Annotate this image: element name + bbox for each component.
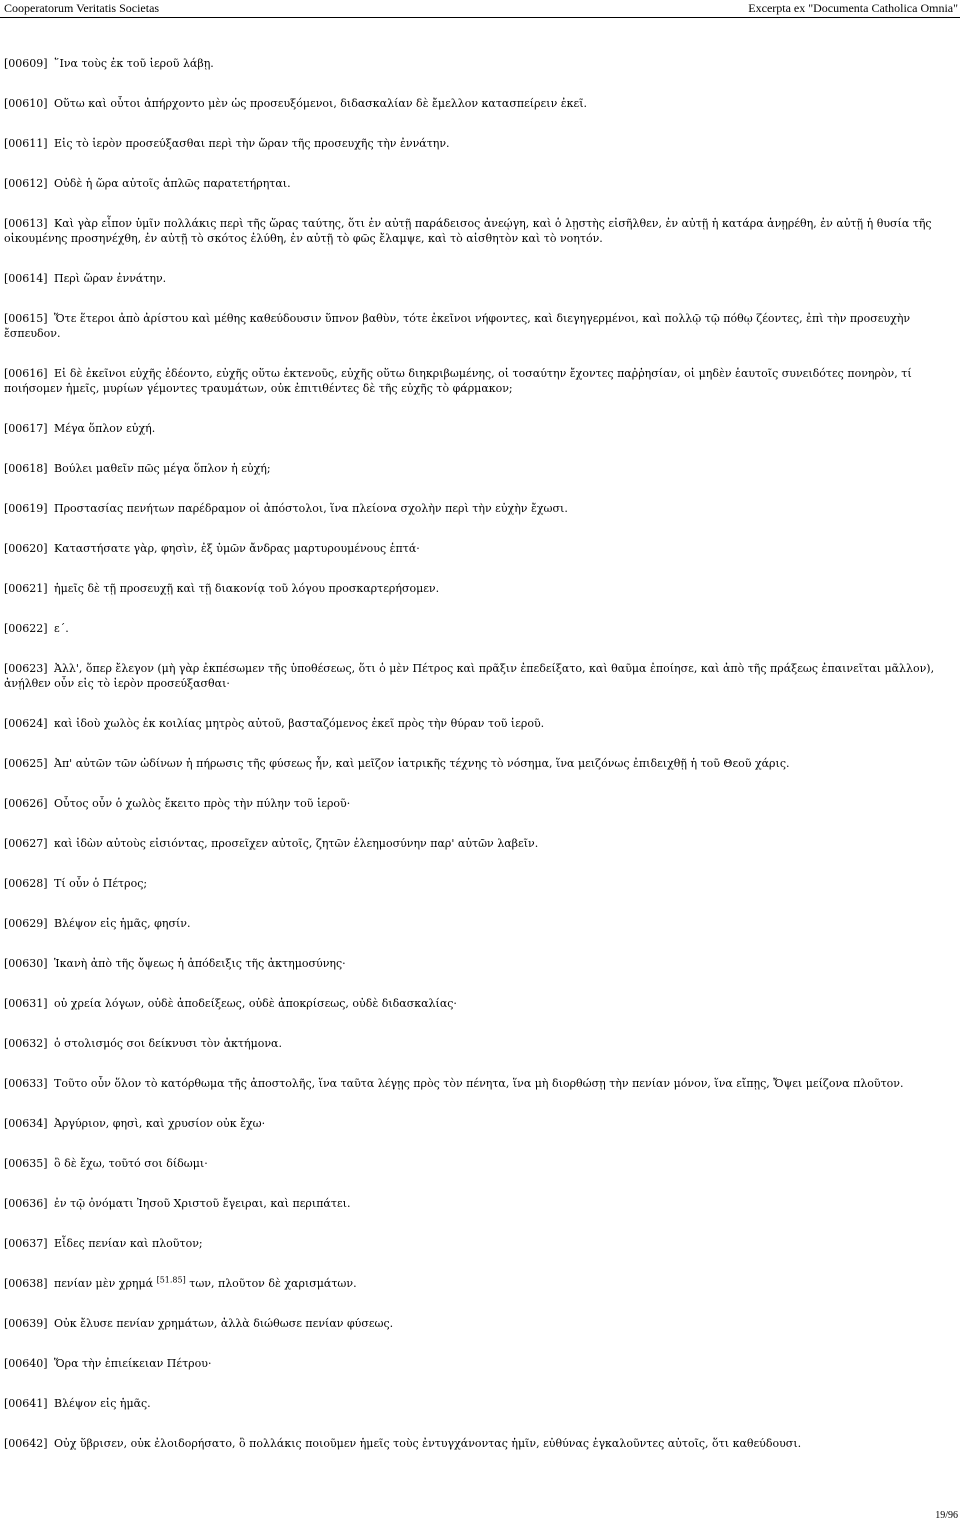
paragraph-number: [00634]	[4, 1117, 48, 1130]
paragraph-text: Ὅρα τὴν ἐπιείκειαν Πέτρου·	[54, 1357, 212, 1370]
paragraph-number: [00617]	[4, 422, 48, 435]
paragraph-text: Καταστήσατε γὰρ, φησὶν, ἐξ ὑμῶν ἄνδρας μαρτυρουμένους ἑπτά·	[54, 542, 420, 555]
paragraph-number: [00611]	[4, 137, 48, 150]
paragraph	[0, 716, 960, 731]
paragraph-number: [00622]	[4, 622, 48, 635]
paragraph-number: [00625]	[4, 757, 48, 770]
paragraph	[0, 796, 960, 811]
paragraph-text: Οὕτω καὶ οὗτοι ἀπήρχοντο μὲν ὡς προσευξόμενοι, διδασκαλίαν δὲ ἔμελλον κατασπείρειν ἐκεῖ.	[54, 97, 588, 110]
paragraph-number: [00616]	[4, 367, 48, 380]
paragraph	[0, 1196, 960, 1211]
paragraph-text: Ἀπ' αὐτῶν τῶν ὠδίνων ἡ πήρωσις τῆς φύσεως ἦν, καὶ μεῖζον ἰατρικῆς τέχνης τὸ νόσημα, ἵνα μειζόνως ἐπιδειχθῇ ἡ τοῦ Θεοῦ χάρις.	[54, 757, 790, 770]
paragraph-number: [00621]	[4, 582, 48, 595]
paragraph	[0, 916, 960, 931]
paragraph-text-after-ref: των, πλοῦτον δὲ χαρισμάτων.	[185, 1277, 357, 1290]
paragraph-text: Περὶ ὥραν ἐννάτην.	[54, 272, 167, 285]
paragraph-text: καὶ ἰδοὺ χωλὸς ἐκ κοιλίας μητρὸς αὐτοῦ, βασταζόμενος ἐκεῖ πρὸς τὴν θύραν τοῦ ἱεροῦ.	[54, 717, 545, 730]
paragraph-text: Οὐδὲ ἡ ὥρα αὐτοῖς ἁπλῶς παρατετήρηται.	[54, 177, 291, 190]
paragraph-text: ὁ στολισμός σοι δείκνυσι τὸν ἀκτήμονα.	[54, 1037, 282, 1050]
paragraph-number: [00623]	[4, 662, 48, 675]
paragraph-number: [00641]	[4, 1397, 48, 1410]
paragraph	[0, 96, 960, 111]
paragraph	[0, 996, 960, 1011]
paragraph-number: [00630]	[4, 957, 48, 970]
header-society-name: Cooperatorum Veritatis Societas	[4, 1, 160, 15]
paragraph-number: [00614]	[4, 272, 48, 285]
paragraph	[0, 1156, 960, 1171]
paragraph-text: Βλέψον εἰς ἡμᾶς, φησίν.	[54, 917, 191, 930]
paragraph-text: Μέγα ὅπλον εὐχή.	[54, 422, 156, 435]
paragraph-number: [00636]	[4, 1197, 48, 1210]
paragraph-text: ῞Ινα τοὺς ἐκ τοῦ ἱεροῦ λάβῃ.	[54, 57, 214, 70]
paragraph-text: Οὐκ ἔλυσε πενίαν χρημάτων, ἀλλὰ διώθωσε πενίαν φύσεως.	[54, 1317, 394, 1330]
paragraph	[0, 661, 960, 691]
paragraph-number: [00628]	[4, 877, 48, 890]
paragraph-text: Οὗτος οὖν ὁ χωλὸς ἔκειτο πρὸς τὴν πύλην τοῦ ἱεροῦ·	[54, 797, 351, 810]
paragraph-text: ὃ δὲ ἔχω, τοῦτό σοι δίδωμι·	[54, 1157, 208, 1170]
paragraph-text: Εἶδες πενίαν καὶ πλοῦτον;	[54, 1237, 203, 1250]
paragraph	[0, 421, 960, 436]
paragraph-number: [00624]	[4, 717, 48, 730]
paragraph	[0, 581, 960, 596]
paragraph	[0, 1316, 960, 1331]
paragraph	[0, 836, 960, 851]
paragraph-text: Εἰ δὲ ἐκεῖνοι εὐχῆς ἐδέοντο, εὐχῆς οὕτω ἐκτενοῦς, εὐχῆς οὕτω διηκριβωμένης, οἱ τοσαύτην ἔχοντες παῤῥησίαν, οἱ μηδὲν ἑαυτοῖς συνειδότες πονηρὸν, τί ποιήσομεν ἡμεῖς, μυρίων γέμοντες τραυμάτων, οὐκ ἐπιτιθέντες δὲ τῆς εὐχῆς τὸ φάρμακον;	[4, 367, 912, 395]
paragraph-text: Εἰς τὸ ἱερὸν προσεύξασθαι περὶ τὴν ὥραν τῆς προσευχῆς τὴν ἐννάτην.	[54, 137, 450, 150]
paragraph-number: [00627]	[4, 837, 48, 850]
paragraph-text: Τί οὖν ὁ Πέτρος;	[54, 877, 148, 890]
page-header	[0, 0, 960, 16]
paragraph	[0, 176, 960, 191]
paragraph	[0, 1116, 960, 1131]
paragraph	[0, 1276, 960, 1291]
paragraph-text: Καὶ γὰρ εἶπον ὑμῖν πολλάκις περὶ τῆς ὥρας ταύτης, ὅτι ἐν αὐτῇ παράδεισος ἀνεῴγη, καὶ ὁ λῃστὴς εἰσῆλθεν, ἐν αὐτῇ ἡ κατάρα ἀνῃρέθη, ἐν αὐτῇ ἡ θυσία τῆς οἰκουμένης προσηνέχθη, ἐν αὐτῇ τὸ σκότος ἐλύθη, ἐν αὐτῇ τὸ φῶς ἔλαμψε, καὶ τὸ αἰσθητὸν καὶ τὸ νοητόν.	[4, 217, 932, 245]
paragraph	[0, 271, 960, 286]
paragraph-text: Βλέψον εἰς ἡμᾶς.	[54, 1397, 151, 1410]
paragraph-number: [00642]	[4, 1437, 48, 1450]
page-reference: [51.85]	[156, 1275, 186, 1285]
paragraph-number: [00612]	[4, 177, 48, 190]
paragraph	[0, 756, 960, 771]
paragraph-number: [00629]	[4, 917, 48, 930]
paragraph-text: Βούλει μαθεῖν πῶς μέγα ὅπλον ἡ εὐχή;	[54, 462, 271, 475]
paragraph-text: Ἀλλ', ὅπερ ἔλεγον (μὴ γὰρ ἐκπέσωμεν τῆς ὑποθέσεως, ὅτι ὁ μὲν Πέτρος καὶ πρᾶξιν ἐπεδείξατο, καὶ θαῦμα ἐποίησε, καὶ ἀπὸ τῆς πράξεως ἐπαινεῖται μᾶλλον), ἀνῄλθεν οὖν εἰς τὸ ἱερὸν προσεύξασθαι·	[4, 662, 935, 690]
paragraph	[0, 56, 960, 71]
paragraph-text: Ὅτε ἕτεροι ἀπὸ ἀρίστου καὶ μέθης καθεύδουσιν ὕπνον βαθὺν, τότε ἐκεῖνοι νήφοντες, καὶ διεγηγερμένοι, καὶ πολλῷ τῷ πόθῳ ζέοντες, ἐπὶ τὴν προσευχὴν ἔσπευδον.	[4, 312, 911, 340]
paragraph-number: [00631]	[4, 997, 48, 1010]
paragraph-text: Προστασίας πενήτων παρέδραμον οἱ ἀπόστολοι, ἵνα πλείονα σχολὴν περὶ τὴν εὐχὴν ἔχωσι.	[54, 502, 568, 515]
header-divider	[0, 17, 960, 18]
paragraph-text: Ἱκανὴ ἀπὸ τῆς ὄψεως ἡ ἀπόδειξις τῆς ἀκτημοσύνης·	[54, 957, 346, 970]
page-number: 19/96	[935, 1510, 958, 1521]
paragraph-number: [00633]	[4, 1077, 48, 1090]
paragraph	[0, 1076, 960, 1091]
header-source-title: Excerpta ex "Documenta Catholica Omnia"	[748, 1, 958, 15]
paragraph	[0, 136, 960, 151]
paragraph	[0, 1436, 960, 1451]
paragraph-text: οὐ χρεία λόγων, οὐδὲ ἀποδείξεως, οὐδὲ ἀποκρίσεως, οὐδὲ διδασκαλίας·	[54, 997, 457, 1010]
paragraph-number: [00637]	[4, 1237, 48, 1250]
paragraph-number: [00639]	[4, 1317, 48, 1330]
paragraph	[0, 461, 960, 476]
paragraph	[0, 366, 960, 396]
paragraph-number: [00626]	[4, 797, 48, 810]
paragraph-text: Ἀργύριον, φησὶ, καὶ χρυσίον οὐκ ἔχω·	[54, 1117, 266, 1130]
paragraph-number: [00620]	[4, 542, 48, 555]
paragraph	[0, 1236, 960, 1251]
paragraph	[0, 1036, 960, 1051]
paragraph	[0, 216, 960, 246]
paragraph	[0, 501, 960, 516]
paragraph-number: [00615]	[4, 312, 48, 325]
paragraph	[0, 1396, 960, 1411]
paragraph-number: [00609]	[4, 57, 48, 70]
paragraph-number: [00613]	[4, 217, 48, 230]
paragraph-number: [00638]	[4, 1277, 48, 1290]
paragraph	[0, 1356, 960, 1371]
document-body	[0, 56, 960, 1451]
paragraph-text: ἐν τῷ ὀνόματι Ἰησοῦ Χριστοῦ ἔγειραι, καὶ περιπάτει.	[54, 1197, 351, 1210]
paragraph-number: [00619]	[4, 502, 48, 515]
paragraph	[0, 876, 960, 891]
paragraph-number: [00632]	[4, 1037, 48, 1050]
paragraph	[0, 311, 960, 341]
paragraph-text: ἡμεῖς δὲ τῇ προσευχῇ καὶ τῇ διακονίᾳ τοῦ λόγου προσκαρτερήσομεν.	[54, 582, 440, 595]
paragraph-number: [00635]	[4, 1157, 48, 1170]
paragraph-number: [00640]	[4, 1357, 48, 1370]
paragraph-text: Τοῦτο οὖν ὅλον τὸ κατόρθωμα τῆς ἀποστολῆς, ἵνα ταῦτα λέγῃς πρὸς τὸν πένητα, ἵνα μὴ διορθώσῃ τὴν πενίαν μόνον, ἵνα εἴπῃς, Ὄψει μείζονα πλοῦτον.	[54, 1077, 904, 1090]
paragraph	[0, 541, 960, 556]
paragraph-number: [00610]	[4, 97, 48, 110]
paragraph-number: [00618]	[4, 462, 48, 475]
paragraph-text: καὶ ἰδὼν αὐτοὺς εἰσιόντας, προσεῖχεν αὐτοῖς, ζητῶν ἐλεημοσύνην παρ' αὐτῶν λαβεῖν.	[54, 837, 539, 850]
paragraph	[0, 956, 960, 971]
paragraph-text: Οὐχ ὕβρισεν, οὐκ ἐλοιδορήσατο, ὃ πολλάκις ποιοῦμεν ἡμεῖς τοὺς ἐντυγχάνοντας ἡμῖν, εὐθύνας ἐγκαλοῦντες αὐτοῖς, ὅτι καθεύδουσι.	[54, 1437, 802, 1450]
paragraph-text: ε΄.	[54, 622, 69, 635]
paragraph-text-before-ref: πενίαν μὲν χρημά	[54, 1277, 157, 1290]
paragraph	[0, 621, 960, 636]
